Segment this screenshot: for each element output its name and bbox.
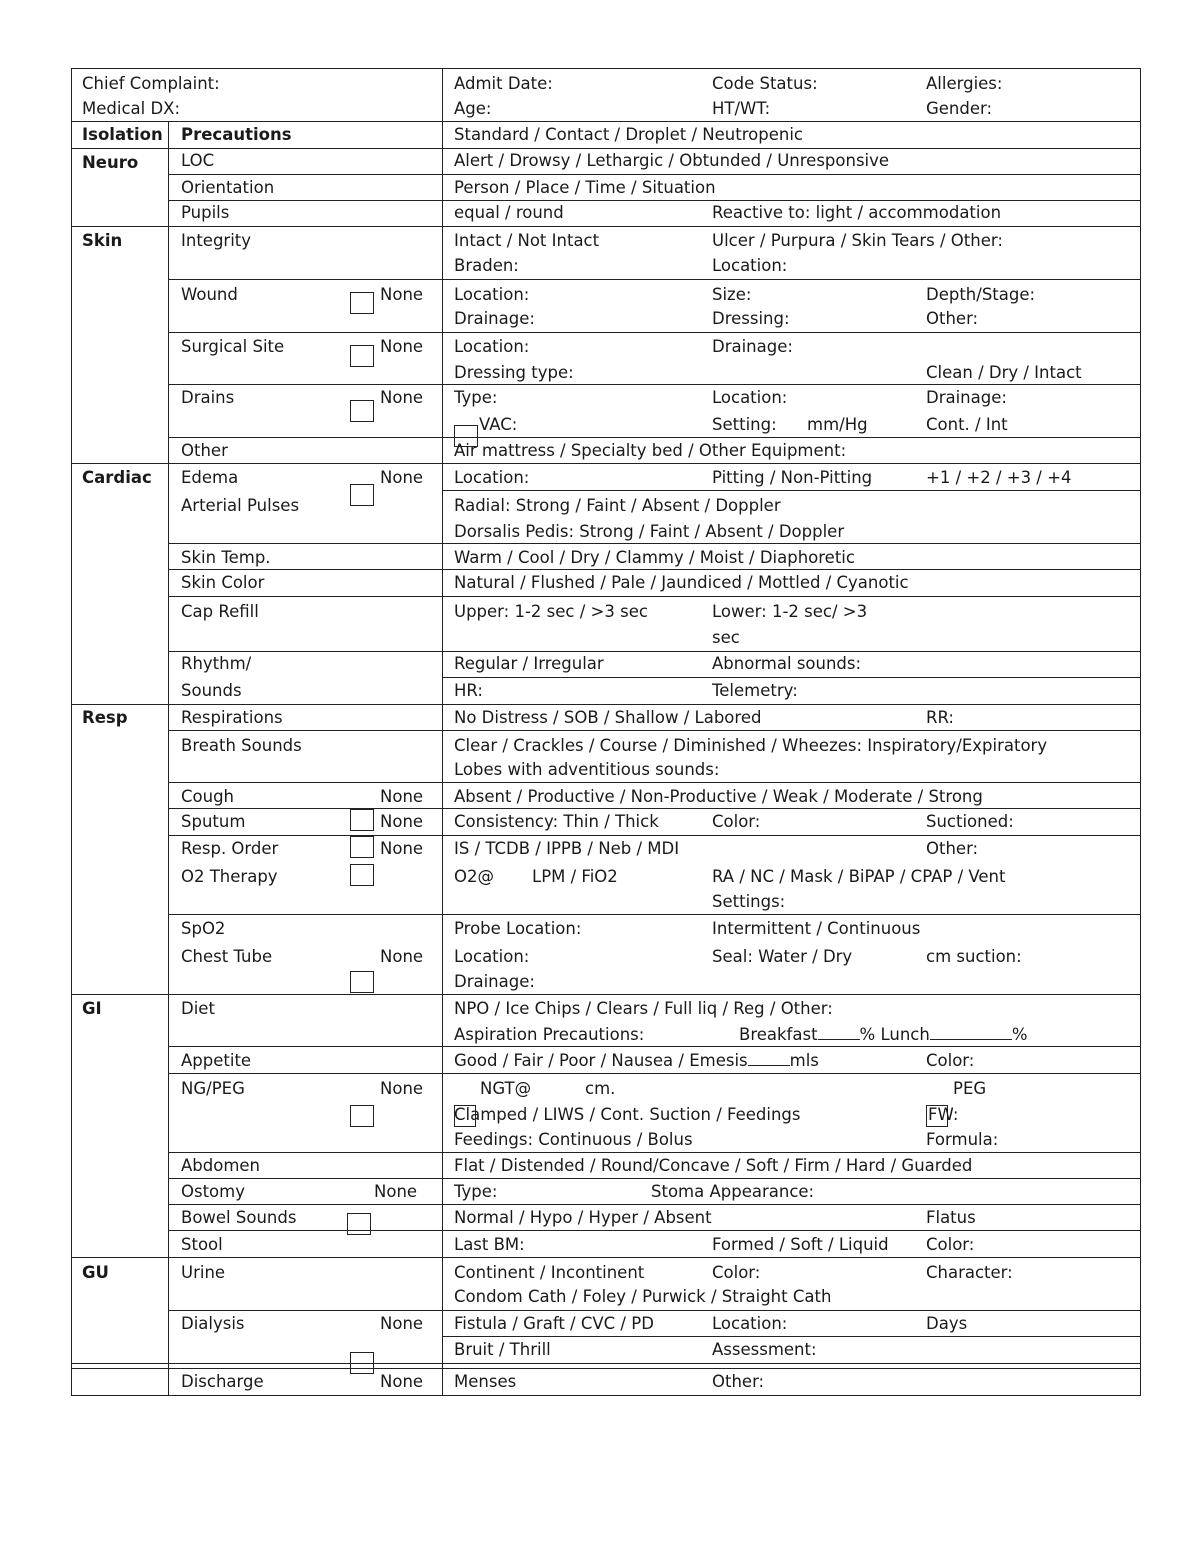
row-line (71, 148, 1141, 149)
wound-none-checkbox[interactable] (350, 292, 374, 314)
cough-options: Absent / Productive / Non-Productive / Weak / Moderate / Strong (454, 787, 983, 806)
vac-mmhg: mm/Hg (807, 415, 868, 434)
ostomy-none-label: None (374, 1182, 418, 1201)
abdomen-options: Flat / Distended / Round/Concave / Soft / Firm / Hard / Guarded (454, 1156, 973, 1175)
abdomen-label: Abdomen (181, 1156, 261, 1175)
section-isolation: Isolation (82, 125, 163, 144)
row-line (168, 279, 1141, 280)
discharge-label: Discharge (181, 1372, 264, 1391)
hr-label: HR: (454, 681, 483, 700)
section-cardiac: Cardiac (82, 468, 152, 487)
breath-sounds-options: Clear / Crackles / Course / Diminished / Wheezes: Inspiratory/Expiratory (454, 736, 1048, 755)
breakfast-pct: % (859, 1025, 876, 1044)
arterial-pulses-label: Arterial Pulses (181, 496, 300, 515)
section-neuro: Neuro (82, 153, 139, 172)
feedings-options: Feedings: Continuous / Bolus (454, 1130, 693, 1149)
frame-top (71, 68, 1141, 69)
precautions-label: Precautions (181, 125, 292, 144)
wound-drainage: Drainage: (454, 309, 535, 328)
row-line (168, 174, 1141, 175)
pupils-options: equal / round (454, 203, 564, 222)
row-line (168, 596, 1141, 597)
respirations-options: No Distress / SOB / Shallow / Labored (454, 708, 762, 727)
row-line (168, 569, 1141, 570)
wound-size: Size: (712, 285, 752, 304)
pupils-label: Pupils (181, 203, 230, 222)
braden-label: Braden: (454, 256, 519, 275)
row-line (71, 1368, 1141, 1369)
row-line (168, 1204, 1141, 1205)
stool-options: Formed / Soft / Liquid (712, 1235, 889, 1254)
discharge-none-label: None (380, 1372, 424, 1391)
edema-label: Edema (181, 468, 239, 487)
bruit-thrill: Bruit / Thrill (454, 1340, 551, 1359)
wound-other: Other: (926, 309, 979, 328)
row-line (168, 1178, 1141, 1179)
sputum-suctioned: Suctioned: (926, 812, 1014, 831)
ngt-cm: cm. (585, 1079, 616, 1098)
ngpeg-label: NG/PEG (181, 1079, 245, 1098)
ostomy-label: Ostomy (181, 1182, 245, 1201)
row-line (71, 994, 1141, 995)
sputum-none-label: None (380, 812, 424, 831)
row-line (168, 543, 1141, 544)
appetite-label: Appetite (181, 1051, 252, 1070)
o2-at-label: O2@ (454, 867, 494, 886)
breakfast-blank[interactable] (818, 1025, 860, 1040)
rr-label: RR: (926, 708, 954, 727)
radial-options: Radial: Strong / Faint / Absent / Doppler (454, 496, 781, 515)
flatus-label: Flatus (926, 1208, 976, 1227)
lobes-label: Lobes with adventitious sounds: (454, 760, 720, 779)
spo2-mode: Intermittent / Continuous (712, 919, 921, 938)
vac-label: VAC: (479, 415, 518, 434)
ht-wt-label: HT/WT: (712, 99, 771, 118)
stoma-appearance: Stoma Appearance: (651, 1182, 815, 1201)
row-line (168, 437, 1141, 438)
row-line (168, 782, 1141, 783)
wound-depth: Depth/Stage: (926, 285, 1036, 304)
cap-refill-upper: Upper: 1-2 sec / >3 sec (454, 602, 648, 621)
surgical-location: Location: (454, 337, 530, 356)
cough-label: Cough (181, 787, 235, 806)
drains-location: Location: (712, 388, 788, 407)
ostomy-none-checkbox[interactable] (347, 1213, 371, 1235)
section-skin: Skin (82, 231, 123, 250)
discharge-other: Other: (712, 1372, 765, 1391)
chest-tube-location: Location: (454, 947, 530, 966)
o2-therapy-label: O2 Therapy (181, 867, 278, 886)
surgical-none-checkbox[interactable] (350, 345, 374, 367)
allergies-label: Allergies: (926, 74, 1003, 93)
admit-date-label: Admit Date: (454, 74, 553, 93)
row-line (168, 1230, 1141, 1231)
resp-order-none-checkbox[interactable] (350, 864, 374, 886)
row-line (442, 1336, 1141, 1337)
row-line (168, 808, 1141, 809)
drains-label: Drains (181, 388, 235, 407)
lunch-pct: % (1011, 1025, 1028, 1044)
skin-color-options: Natural / Flushed / Pale / Jaundiced / Mottled / Cyanotic (454, 573, 909, 592)
last-bm-label: Last BM: (454, 1235, 525, 1254)
appetite-options: Good / Fair / Poor / Nausea / Emesis (454, 1051, 748, 1070)
menses-label: Menses (454, 1372, 517, 1391)
row-line (168, 332, 1141, 333)
diet-label: Diet (181, 999, 215, 1018)
chest-tube-none-checkbox[interactable] (350, 971, 374, 993)
skin-color-label: Skin Color (181, 573, 265, 592)
ngpeg-none-label: None (380, 1079, 424, 1098)
breakfast-field (739, 1025, 1028, 1045)
section-gu: GU (82, 1263, 109, 1282)
surgical-site-label: Surgical Site (181, 337, 285, 356)
edema-location: Location: (454, 468, 530, 487)
cap-refill-label: Cap Refill (181, 602, 259, 621)
row-line (168, 1310, 1141, 1311)
surgical-drainage: Drainage: (712, 337, 793, 356)
ngpeg-none-checkbox[interactable] (350, 1105, 374, 1127)
chief-complaint-label: Chief Complaint: (82, 74, 220, 93)
lunch-blank[interactable] (930, 1025, 1012, 1040)
row-line (71, 1363, 1141, 1364)
row-line (168, 1152, 1141, 1153)
urine-options: Continent / Incontinent (454, 1263, 645, 1282)
orientation-options: Person / Place / Time / Situation (454, 178, 716, 197)
dialysis-label: Dialysis (181, 1314, 245, 1333)
wound-label: Wound (181, 285, 238, 304)
diet-options: NPO / Ice Chips / Clears / Full liq / Reg / Other: (454, 999, 833, 1018)
row-line (71, 1257, 1141, 1258)
other-label: Other (181, 441, 228, 460)
col-line-2 (442, 68, 443, 1396)
telemetry-label: Telemetry: (712, 681, 798, 700)
clamped-options: Clamped / LIWS / Cont. Suction / Feedings (454, 1105, 801, 1124)
drains-none-label: None (380, 388, 424, 407)
wound-none-label: None (380, 285, 424, 304)
formula-label: Formula: (926, 1130, 999, 1149)
resp-order-other: Other: (926, 839, 979, 858)
chest-tube-none-label: None (380, 947, 424, 966)
dialysis-none-checkbox[interactable] (350, 1352, 374, 1374)
sputum-consistency: Consistency: Thin / Thick (454, 812, 659, 831)
dialysis-location: Location: (712, 1314, 788, 1333)
dialysis-days: Days (926, 1314, 968, 1333)
row-line (168, 200, 1141, 201)
o2-settings: Settings: (712, 892, 786, 911)
aspiration-label: Aspiration Precautions: (454, 1025, 645, 1044)
integrity-options: Intact / Not Intact (454, 231, 600, 250)
row-line (71, 704, 1141, 705)
loc-options: Alert / Drowsy / Lethargic / Obtunded / Unresponsive (454, 151, 890, 170)
fw-label: FW: (928, 1105, 959, 1124)
appetite-field (454, 1051, 819, 1071)
code-status-label: Code Status: (712, 74, 818, 93)
urine-character: Character: (926, 1263, 1013, 1282)
frame-left (71, 68, 72, 1396)
loc-label: LOC (181, 151, 215, 170)
cath-options: Condom Cath / Foley / Purwick / Straight Cath (454, 1287, 832, 1306)
pupils-reactive: Reactive to: light / accommodation (712, 203, 1002, 222)
bowel-sounds-options: Normal / Hypo / Hyper / Absent (454, 1208, 712, 1227)
sputum-color: Color: (712, 812, 761, 831)
o2-devices: RA / NC / Mask / BiPAP / CPAP / Vent (712, 867, 1006, 886)
respirations-label: Respirations (181, 708, 283, 727)
row-line (168, 730, 1141, 731)
abnormal-sounds: Abnormal sounds: (712, 654, 862, 673)
gender-label: Gender: (926, 99, 993, 118)
dressing-type: Dressing type: (454, 363, 574, 382)
o2-lpm-label: LPM / FiO2 (532, 867, 618, 886)
section-gi: GI (82, 999, 102, 1018)
row-line (168, 835, 1141, 836)
row-line (168, 1073, 1141, 1074)
row-line (168, 384, 1141, 385)
bowel-sounds-label: Bowel Sounds (181, 1208, 297, 1227)
precautions-options: Standard / Contact / Droplet / Neutropenic (454, 125, 803, 144)
wound-dressing: Dressing: (712, 309, 790, 328)
lunch-label: Lunch (880, 1025, 930, 1044)
drains-type: Type: (454, 388, 498, 407)
chest-tube-drainage: Drainage: (454, 972, 535, 991)
probe-location: Probe Location: (454, 919, 582, 938)
cough-none-checkbox[interactable] (350, 809, 374, 831)
section-resp: Resp (82, 708, 128, 727)
stool-color: Color: (926, 1235, 975, 1254)
row-line (71, 121, 1141, 122)
row-line (168, 651, 1141, 652)
edema-pitting: Pitting / Non-Pitting (712, 468, 873, 487)
resp-order-options: IS / TCDB / IPPB / Neb / MDI (454, 839, 680, 858)
other-equipment: Air mattress / Specialty bed / Other Equipment: (454, 441, 847, 460)
ngt-label: NGT@ (480, 1079, 532, 1098)
cough-none-label: None (380, 787, 424, 806)
appetite-color: Color: (926, 1051, 975, 1070)
integrity-issues: Ulcer / Purpura / Skin Tears / Other: (712, 231, 1003, 250)
chest-tube-label: Chest Tube (181, 947, 273, 966)
vac-cont-int: Cont. / Int (926, 415, 1008, 434)
medical-dx-label: Medical DX: (82, 99, 181, 118)
peg-label: PEG (953, 1079, 987, 1098)
drains-none-checkbox[interactable] (350, 400, 374, 422)
integrity-label: Integrity (181, 231, 252, 250)
urine-label: Urine (181, 1263, 226, 1282)
chest-tube-seal: Seal: Water / Dry (712, 947, 853, 966)
urine-color: Color: (712, 1263, 761, 1282)
surgical-none-label: None (380, 337, 424, 356)
resp-order-none-label: None (380, 839, 424, 858)
edema-none-checkbox[interactable] (350, 484, 374, 506)
row-line (442, 677, 1141, 678)
resp-order-label: Resp. Order (181, 839, 279, 858)
cap-refill-sec: sec (712, 628, 740, 647)
sputum-label: Sputum (181, 812, 246, 831)
cap-refill-lower: Lower: 1-2 sec/ >3 (712, 602, 868, 621)
row-line (442, 490, 1141, 491)
dialysis-none-label: None (380, 1314, 424, 1333)
frame-bottom (71, 1395, 1141, 1396)
dorsalis-options: Dorsalis Pedis: Strong / Faint / Absent / Doppler (454, 522, 845, 541)
chest-tube-suction: cm suction: (926, 947, 1022, 966)
vac-setting: Setting: (712, 415, 777, 434)
assessment-form (71, 68, 1141, 1396)
breath-sounds-label: Breath Sounds (181, 736, 302, 755)
emesis-blank[interactable] (748, 1051, 790, 1066)
edema-scale: +1 / +2 / +3 / +4 (926, 468, 1072, 487)
integrity-location: Location: (712, 256, 788, 275)
dialysis-assessment: Assessment: (712, 1340, 817, 1359)
skin-temp-options: Warm / Cool / Dry / Clammy / Moist / Diaphoretic (454, 548, 855, 567)
ostomy-type: Type: (454, 1182, 498, 1201)
row-line (71, 226, 1141, 227)
orientation-label: Orientation (181, 178, 275, 197)
wound-location: Location: (454, 285, 530, 304)
sputum-none-checkbox[interactable] (350, 836, 374, 858)
skin-temp-label: Skin Temp. (181, 548, 271, 567)
drains-drainage: Drainage: (926, 388, 1007, 407)
row-line (168, 914, 1141, 915)
spo2-label: SpO2 (181, 919, 226, 938)
edema-none-label: None (380, 468, 424, 487)
stool-label: Stool (181, 1235, 223, 1254)
row-line (168, 1046, 1141, 1047)
clean-dry-intact: Clean / Dry / Intact (926, 363, 1082, 382)
rhythm-label: Rhythm/ (181, 654, 252, 673)
frame-right (1140, 68, 1141, 1396)
rhythm-options: Regular / Irregular (454, 654, 604, 673)
sounds-label: Sounds (181, 681, 242, 700)
row-line (71, 463, 1141, 464)
breakfast-label: Breakfast (739, 1025, 818, 1044)
age-label: Age: (454, 99, 492, 118)
mls-label: mls (789, 1051, 819, 1070)
dialysis-options: Fistula / Graft / CVC / PD (454, 1314, 654, 1333)
